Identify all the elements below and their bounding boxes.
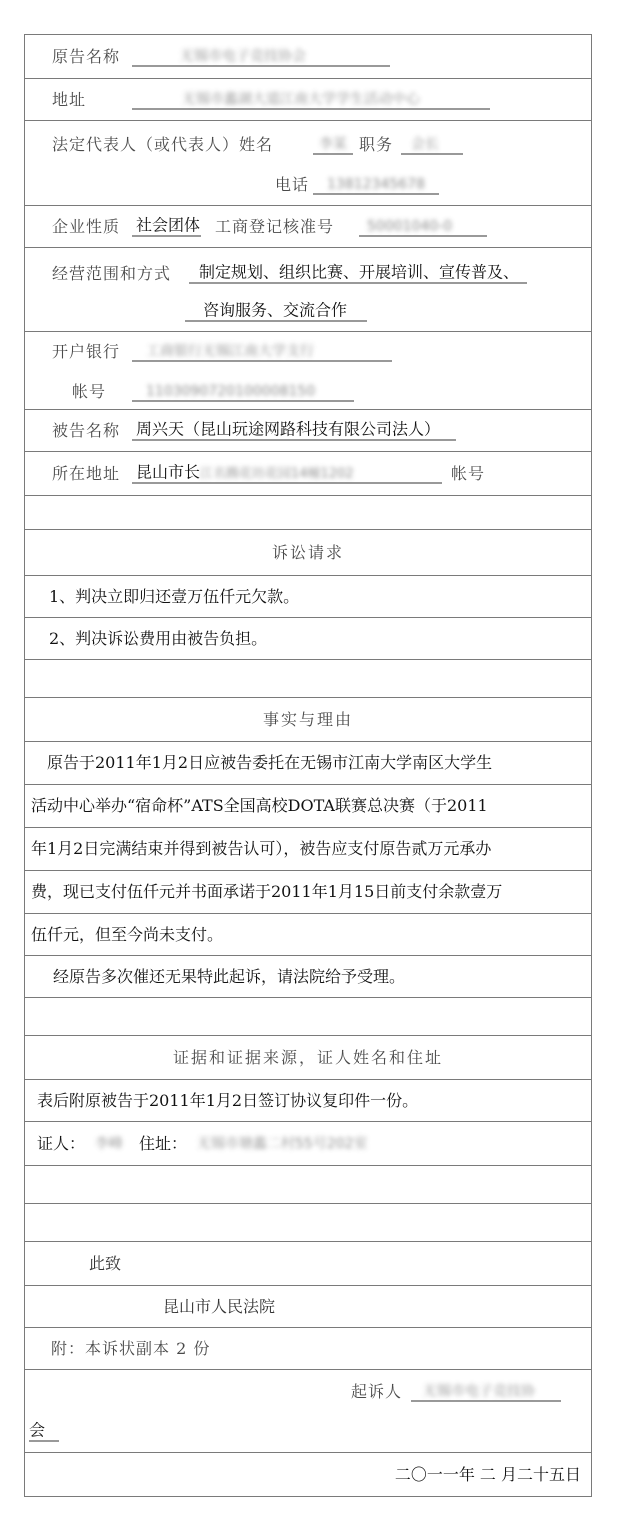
row-facts-line xyxy=(25,914,591,956)
row-empty xyxy=(25,1166,591,1204)
facts-line: 年1月2日完满结束并得到被告认可），被告应支付原告贰万元承办 xyxy=(31,839,492,858)
rep-name-field xyxy=(313,136,353,155)
nature-value: 社会团体 xyxy=(132,217,201,236)
defendant-name-value: 周兴天（昆山玩途网路科技有限公司法人） xyxy=(132,421,456,440)
row-bank xyxy=(25,332,591,410)
row-empty xyxy=(25,1204,591,1242)
account-label: 帐号 xyxy=(72,382,107,401)
bank-field xyxy=(132,343,392,362)
defendant-name-label: 被告名称 xyxy=(52,420,121,440)
plaintiff-address-value: 无锡市蠡湖大道江南大学学生活动中心 xyxy=(182,91,420,107)
nature-label: 企业性质 xyxy=(52,216,121,236)
row-representative xyxy=(25,121,591,206)
defendant-address-label: 所在地址 xyxy=(52,463,121,483)
row-facts-line xyxy=(25,828,591,871)
facts-line: 伍仟元，但至今尚未支付。 xyxy=(31,924,224,944)
row-evidence-line xyxy=(25,1080,591,1122)
duty-value: 会长 xyxy=(411,136,439,153)
row-attachment xyxy=(25,1328,591,1370)
filing-date: 二〇一一年 二 月二十五日 xyxy=(394,1464,581,1484)
facts-line: 原告于2011年1月2日应被告委托在无锡市江南大学南区大学生 xyxy=(47,753,493,772)
row-empty xyxy=(25,660,591,698)
row-claim-2 xyxy=(25,618,591,660)
facts-heading: 事实与理由 xyxy=(262,709,353,729)
defendant-address-blurred: 江名腾花坊花园14幢1202 xyxy=(200,466,354,481)
plaintiff-name-label: 原告名称 xyxy=(52,46,121,66)
row-signature xyxy=(25,1370,591,1453)
row-claims-heading xyxy=(25,530,591,576)
row-defendant-name xyxy=(25,410,591,452)
witness-address-label: 住址： xyxy=(139,1133,188,1153)
phone-value: 13812345678 xyxy=(327,176,425,193)
reg-value: 50001040-0 xyxy=(367,218,453,234)
signature-label: 起诉人 xyxy=(351,1382,403,1401)
rep-name-label: 法定代表人（或代表人）姓名 xyxy=(52,135,274,154)
claim-item: 1、判决立即归还壹万伍仟元欠款。 xyxy=(49,586,300,606)
signature-value-tail: 会 xyxy=(29,1423,59,1442)
row-defendant-address xyxy=(25,452,591,496)
row-facts-heading xyxy=(25,698,591,742)
row-salutation xyxy=(25,1242,591,1286)
claims-heading: 诉讼请求 xyxy=(271,542,344,562)
phone-field xyxy=(313,176,439,195)
witness-name: 李峰 xyxy=(95,1135,123,1152)
facts-line: 费，现已支付伍仟元并书面承诺于2011年1月15日前支付余款壹万 xyxy=(31,882,503,901)
row-business-scope xyxy=(25,248,591,332)
complaint-form xyxy=(24,34,592,1497)
row-facts-line xyxy=(25,871,591,914)
row-plaintiff-name xyxy=(25,35,591,79)
witness-address: 无锡市塘蠡二村55号202室 xyxy=(197,1135,368,1152)
scope-line1: 制定规划、组织比赛、开展培训、宣传普及、 xyxy=(189,265,527,284)
bank-value: 工商银行无锡江南大学支行 xyxy=(146,343,314,360)
row-empty xyxy=(25,496,591,530)
plaintiff-address-label: 地址 xyxy=(52,89,87,109)
defendant-address-field xyxy=(132,464,442,483)
row-date xyxy=(25,1453,591,1497)
duty-field xyxy=(401,136,463,155)
witness-label: 证人： xyxy=(37,1133,86,1153)
row-claim-1 xyxy=(25,576,591,618)
row-evidence-heading xyxy=(25,1036,591,1080)
row-empty xyxy=(25,998,591,1036)
bank-label: 开户银行 xyxy=(52,342,121,361)
row-witness xyxy=(25,1122,591,1166)
court-name: 昆山市人民法院 xyxy=(163,1296,276,1316)
defendant-address-visible: 昆山市长 xyxy=(136,462,201,481)
facts-line: 活动中心举办“宿命杯”ATS全国高校DOTA联赛总决赛（于2011 xyxy=(31,796,488,815)
row-facts-line xyxy=(25,742,591,785)
row-plaintiff-address xyxy=(25,79,591,121)
plaintiff-name-field xyxy=(132,47,390,66)
signature-field xyxy=(411,1383,561,1402)
defendant-account-label: 帐号 xyxy=(451,463,486,483)
evidence-line: 表后附原被告于2011年1月2日签订协议复印件一份。 xyxy=(37,1090,419,1110)
facts-closing: 经原告多次催还无果特此起诉，请法院给予受理。 xyxy=(53,966,406,986)
account-value: 1103090720100008150 xyxy=(146,383,316,400)
row-facts-line xyxy=(25,785,591,828)
evidence-heading: 证据和证据来源，证人姓名和住址 xyxy=(172,1047,443,1067)
plaintiff-address-field xyxy=(132,90,490,109)
rep-name-value: 李某 xyxy=(319,136,347,153)
account-field xyxy=(132,383,354,402)
row-enterprise-nature xyxy=(25,206,591,248)
attachment-note: 附：本诉状副本 2 份 xyxy=(51,1338,211,1358)
row-court xyxy=(25,1286,591,1328)
plaintiff-name-value: 无锡市电子竞技协会 xyxy=(180,48,306,64)
phone-label: 电话 xyxy=(275,175,310,194)
row-facts-closing xyxy=(25,956,591,998)
duty-label: 职务 xyxy=(359,135,394,154)
scope-label: 经营范围和方式 xyxy=(52,264,172,283)
signature-value: 无锡市电子竞技协 xyxy=(423,1383,535,1400)
scope-line2: 咨询服务、交流合作 xyxy=(185,303,367,322)
reg-field xyxy=(359,217,487,236)
reg-label: 工商登记核准号 xyxy=(215,216,335,236)
claim-item: 2、判决诉讼费用由被告负担。 xyxy=(49,628,268,648)
salutation: 此致 xyxy=(89,1253,122,1273)
